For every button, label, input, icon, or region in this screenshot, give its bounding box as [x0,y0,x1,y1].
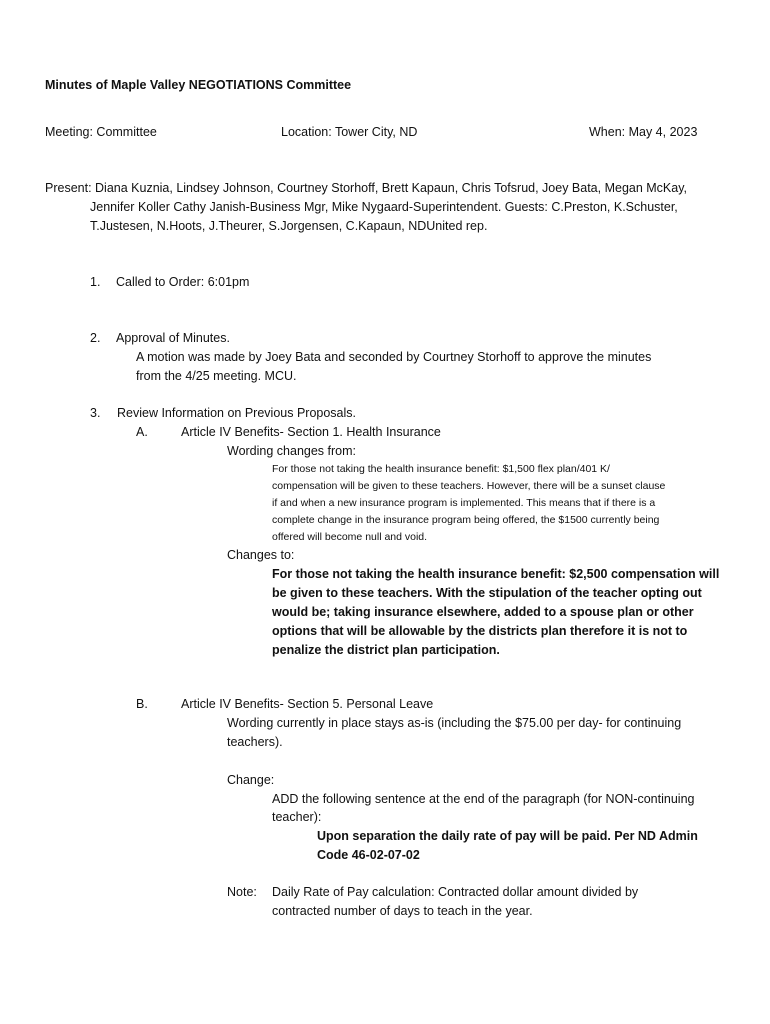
section-b-note-label: Note: [227,885,257,899]
section-a-wording-label: Wording changes from: [227,444,356,458]
section-b-heading: Article IV Benefits- Section 5. Personal Leave [181,697,434,711]
section-b-letter: B. [136,697,148,711]
section-a-letter: A. [136,425,148,439]
present-line-2: Jennifer Koller Cathy Janish-Business Mgr, Mike Nygaard-Superintendent. Guests: C.Preston, K.Schuster, [90,200,678,214]
section-b-wording-line-1: Wording currently in place stays as-is (including the $75.00 per day- for continuing [227,716,682,730]
item-1-text: Called to Order: 6:01pm [116,275,250,289]
item-1-number: 1. [90,275,101,289]
section-b-sentence-line-2: Code 46-02-07-02 [317,848,420,862]
meeting-type: Meeting: Committee [45,125,157,139]
item-2-motion-line-1: A motion was made by Joey Bata and seconded by Courtney Storhoff to approve the minutes [136,350,652,364]
document-title: Minutes of Maple Valley NEGOTIATIONS Committee [45,78,352,92]
item-3-number: 3. [90,406,101,420]
section-b-sentence-line-1: Upon separation the daily rate of pay will be paid. Per ND Admin [317,829,698,843]
section-b-note-line-1: Daily Rate of Pay calculation: Contracted dollar amount divided by [272,885,639,899]
item-2-number: 2. [90,331,101,345]
item-3-text: Review Information on Previous Proposals. [117,406,357,420]
meeting-date: When: May 4, 2023 [589,125,698,139]
section-a-change-line: penalize the district plan participation. [272,643,500,657]
section-a-wording-line: if and when a new insurance program is implemented. This means that if there is a [272,497,656,509]
section-a-changes-label: Changes to: [227,548,295,562]
section-a-change-line: would be; taking insurance elsewhere, added to a spouse plan or other [272,605,694,619]
section-a-wording-line: For those not taking the health insurance benefit: $1,500 flex plan/401 K/ [272,463,610,475]
section-b-add-line-2: teacher): [272,810,322,824]
section-b-change-label: Change: [227,773,275,787]
section-a-wording-line: offered will become null and void. [272,531,428,543]
section-a-change-line: be given to these teachers. With the stipulation of the teacher opting out [272,586,702,600]
item-2-motion-line-2: from the 4/25 meeting. MCU. [136,369,297,383]
section-a-wording-line: complete change in the insurance program being offered, the $1500 currently being [272,514,660,526]
section-a-wording-line: compensation will be given to these teachers. However, there will be a sunset clause [272,480,666,492]
present-line-3: T.Justesen, N.Hoots, J.Theurer, S.Jorgensen, C.Kapaun, NDUnited rep. [90,219,488,233]
section-a-heading: Article IV Benefits- Section 1. Health Insurance [181,425,441,439]
section-b-note-line-2: contracted number of days to teach in the year. [272,904,533,918]
section-a-change-line: For those not taking the health insurance benefit: $2,500 compensation will [272,567,720,581]
meeting-location: Location: Tower City, ND [281,125,418,139]
section-b-add-line-1: ADD the following sentence at the end of the paragraph (for NON-continuing [272,792,695,806]
section-b-wording-line-2: teachers). [227,735,283,749]
item-2-text: Approval of Minutes. [116,331,230,345]
section-a-change-line: options that will be allowable by the districts plan therefore it is not to [272,624,688,638]
present-line-1: Present: Diana Kuznia, Lindsey Johnson, Courtney Storhoff, Brett Kapaun, Chris Tofsrud, Joey Bata, Megan McKay, [45,181,688,195]
